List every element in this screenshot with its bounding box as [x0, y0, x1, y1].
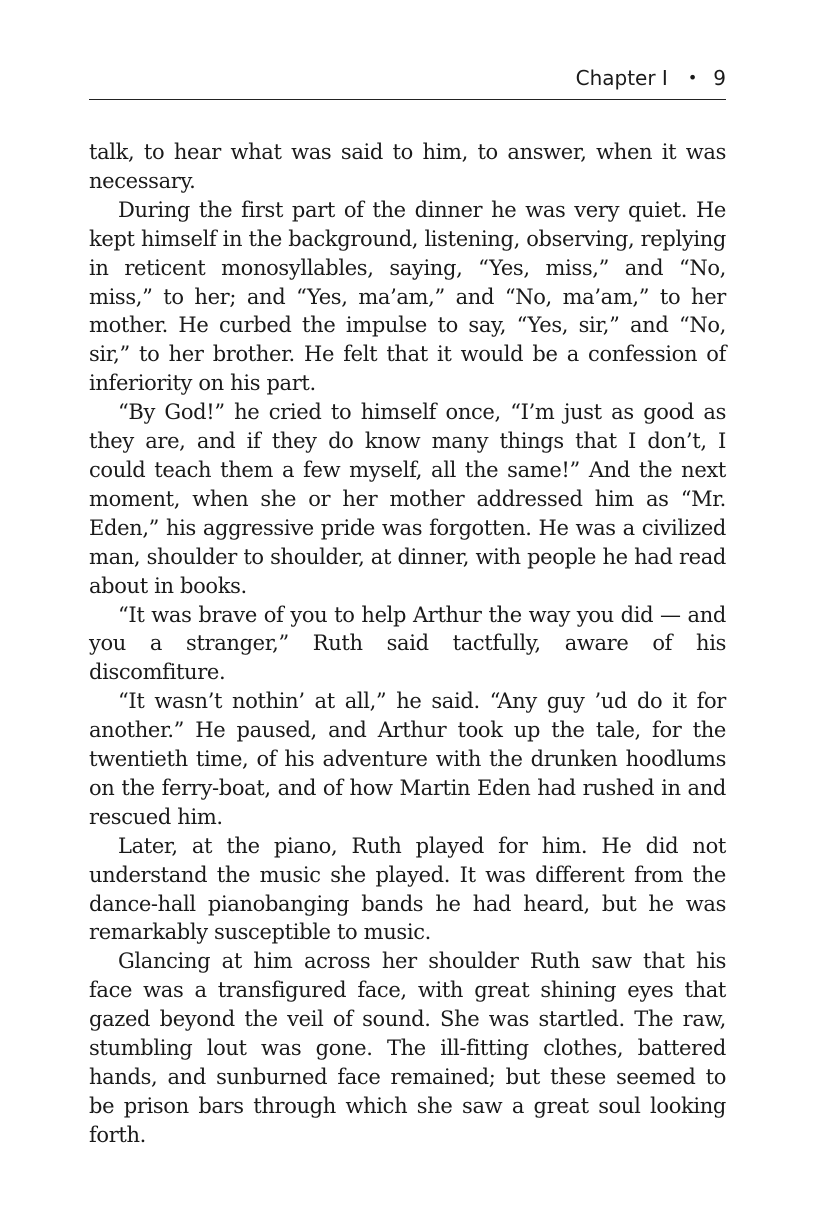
paragraph: “It wasn’t nothin’ at all,” he said. “Any guy ’ud do it for another.” He paused, and Arthur took up the tale, for the twentieth time, of his adventure with the drunken hoodlums on the ferry-boat, and of how Martin Eden had rushed in and rescued him. — [89, 689, 726, 829]
paragraph: talk, to hear what was said to him, to answer, when it was necessary. — [89, 140, 726, 193]
paragraph: During the first part of the dinner he was very quiet. He kept himself in the background, listening, observing, replying in reticent monosyllables, saying, “Yes, miss,” and “No, miss,” to her; and “Yes, ma’am,” and “No, ma’am,” to her mother. He curbed the impulse to say, “Yes, sir,” and “No, sir,” to her brother. He felt that it would be a confession of inferiority on his part. — [89, 197, 726, 396]
paragraph: Glancing at him across her shoulder Ruth saw that his face was a transfigured face, with great shining eyes that gazed beyond the veil of sound. She was startled. The raw, stumbling lout was gone. The ill-fitting clothes, battered hands, and sunburned face remained; but these seemed to be prison bars through which she saw a great soul looking forth. — [89, 949, 726, 1147]
header-separator: • — [687, 68, 698, 87]
chapter-title: Chapter I — [575, 66, 668, 90]
body-text — [89, 138, 726, 1150]
paragraph: “By God!” he cried to himself once, “I’m just as good as they are, and if they do know many things that I don’t, I could teach them a few myself, all the same!” And the next moment, when she or her mother addressed him as “Mr. Eden,” his aggressive pride was forgotten. He was a civilized man, shoulder to shoulder, at dinner, with people he had read about in books. — [89, 400, 726, 598]
paragraph: Later, at the piano, Ruth played for him. He did not understand the music she played. It was different from the dance-hall pianobanging bands he had heard, but he was remarkably susceptible to music. — [89, 833, 726, 945]
page-number: 9 — [713, 66, 726, 90]
running-header — [89, 64, 726, 100]
paragraph: “It was brave of you to help Arthur the way you did — and you a stranger,” Ruth said tactfully, aware of his discomfiture. — [89, 602, 726, 685]
